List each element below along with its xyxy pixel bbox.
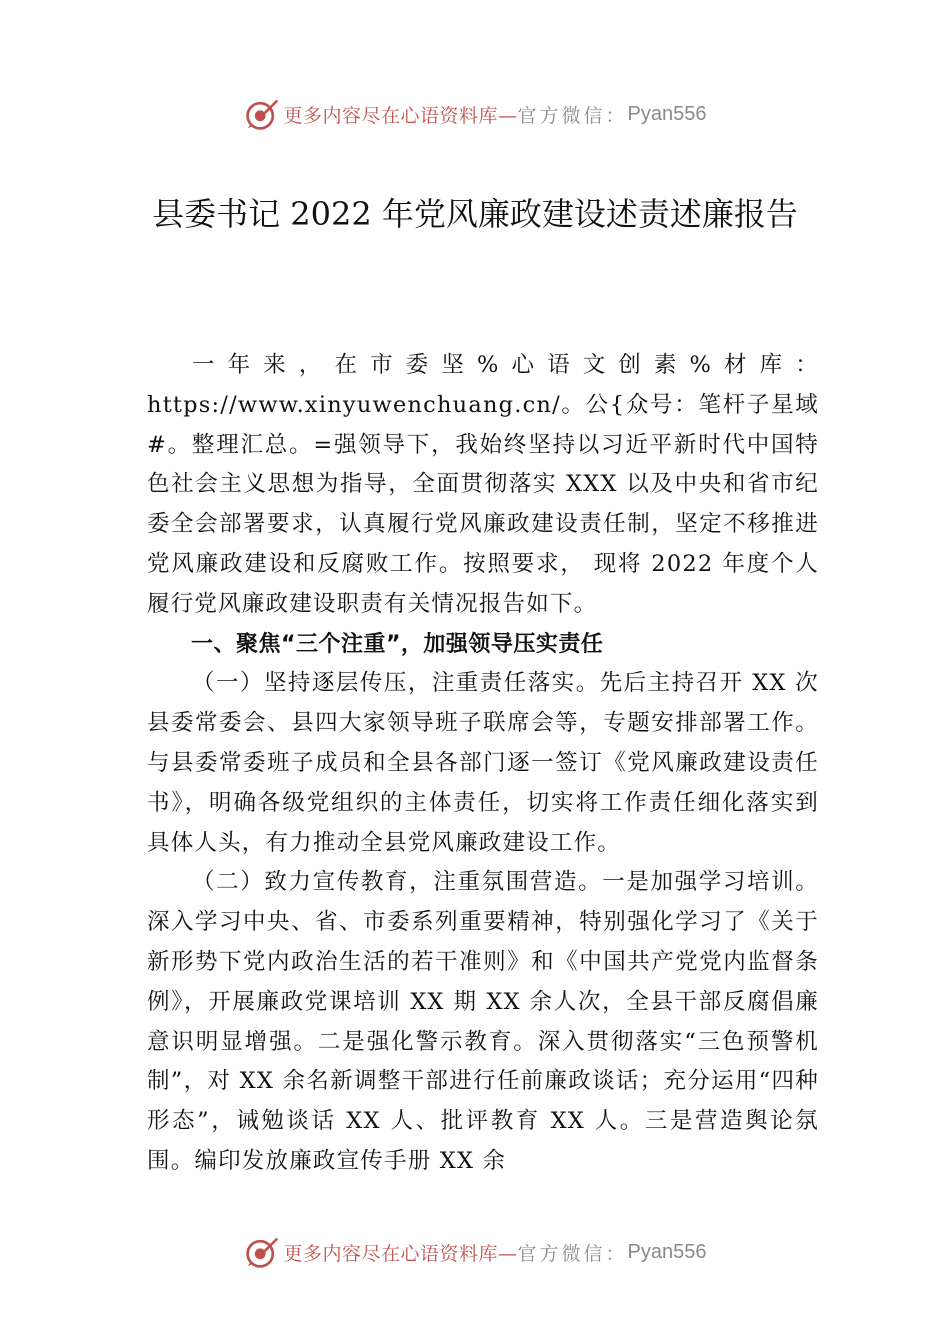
intro-paragraph: 一年来，在市委坚%心语文创素%材库：https://www.xinyuwenchuang.cn/。公{众号：笔杆子星域#。整理汇总。=强领导下，我始终坚持以习近平新时代中国特色社会主义思想为指导，全面贯彻落实 XXX 以及中央和省市纪委全会部署要求，认真履行党风廉政建设责任制，坚定不移推进党风廉政建设和反腐败工作。按照要求， 现将 2022 年度个人履行党风廉政建设职责有关情况报告如下。 <box>147 352 819 617</box>
document-title: 县委书记 2022 年党风廉政建设述责述廉报告 <box>152 195 798 233</box>
paragraph-education: （二）致力宣传教育，注重氛围营造。一是加强学习培训。深入学习中央、省、市委系列重要精神，特别强化学习了《关于新形势下党内政治生活的若干准则》和《中国共产党党内监督条例》，开展廉政党课培训 XX 期 XX 余人次，全县干部反腐倡廉意识明显增强。二是强化警示教育。深入贯彻落实“三色预警机制”，对 XX 余名新调整干部进行任前廉政谈话；充分运用“四种形态”，诫勉谈话 XX 人、批评教育 XX 人。三是营造舆论氛围。编印发放廉政宣传手册 XX 余 <box>147 869 819 1174</box>
banner-wechat-id: Pyan556 <box>627 102 707 125</box>
footer-watermark-banner <box>0 1232 950 1272</box>
paragraph-responsibility: （一）坚持逐层传压，注重责任落实。先后主持召开 XX 次县委常委会、县四大家领导班子联席会等，专题安排部署工作。与县委常委班子成员和全县各部门逐一签订《党风廉政建设责任书》，明确各级党组织的主体责任，切实将工作责任细化落实到具体人头，有力推动全县党风廉政建设工作。 <box>147 670 819 856</box>
banner-text: 更多内容尽在心语资料库— <box>283 1242 518 1265</box>
banner-wechat-label: 官方微信： <box>517 1242 628 1265</box>
document-body <box>147 346 819 1182</box>
section-heading-1: 一、聚焦“三个注重”，加强领导压实责任 <box>191 631 604 657</box>
banner-wechat-label: 官方微信： <box>517 104 628 127</box>
pen-logo-icon <box>244 1234 280 1270</box>
banner-wechat-id: Pyan556 <box>627 1240 707 1263</box>
header-watermark-banner <box>0 94 950 134</box>
pen-logo-icon <box>244 96 280 132</box>
banner-text: 更多内容尽在心语资料库— <box>283 104 518 127</box>
